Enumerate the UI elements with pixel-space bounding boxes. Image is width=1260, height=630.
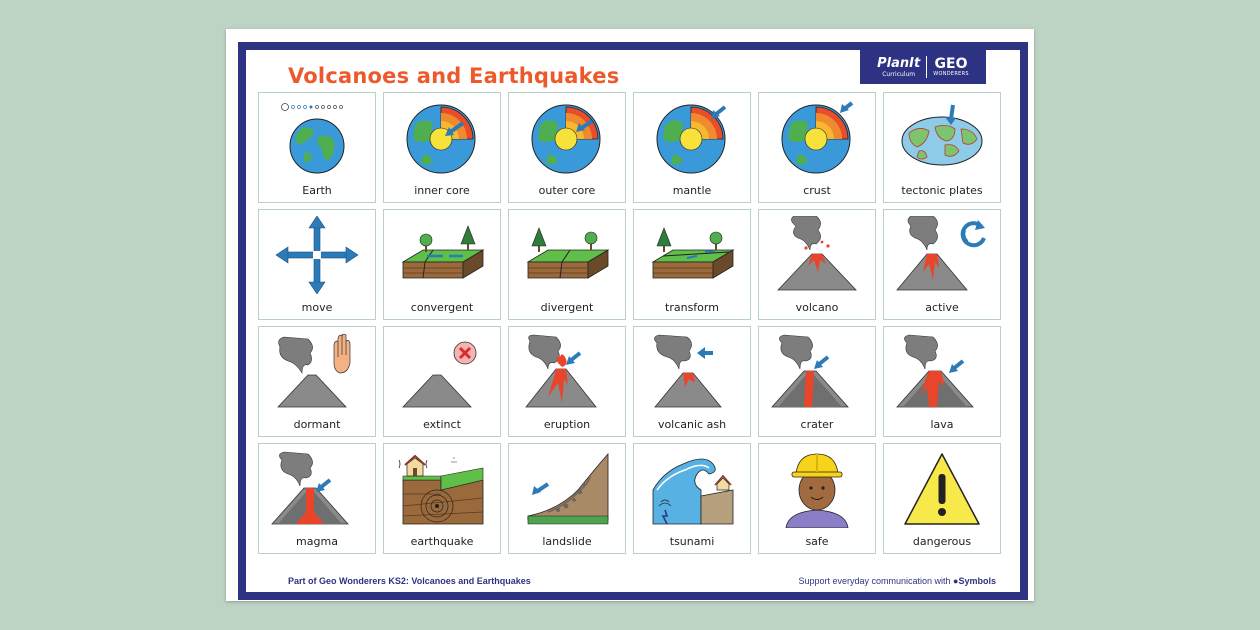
card-crater (758, 326, 876, 437)
card-safe (758, 443, 876, 554)
card-tsunami (633, 443, 751, 554)
card-label: dangerous (912, 535, 972, 548)
footer-series-text: Part of Geo Wonderers KS2: Volcanoes and Earthquakes (288, 576, 531, 586)
page-title: Volcanoes and Earthquakes (288, 64, 620, 88)
logo-wonderers-text: WONDERERS (933, 71, 969, 77)
card-label: crater (800, 418, 834, 431)
card-dangerous (883, 443, 1001, 554)
card-label: eruption (543, 418, 591, 431)
card-move (258, 209, 376, 320)
card-label: volcano (795, 301, 839, 314)
card-lava (883, 326, 1001, 437)
footer-symbols-brand: Symbols (958, 576, 996, 586)
card-active (883, 209, 1001, 320)
convergent-icon (393, 216, 491, 294)
card-dormant (258, 326, 376, 437)
card-label: dormant (293, 418, 341, 431)
card-label: transform (665, 301, 719, 314)
card-tectonic-plates (883, 92, 1001, 203)
card-label: magma (296, 535, 338, 548)
eruption-icon (518, 333, 616, 411)
volcanic-ash-icon (643, 333, 741, 411)
card-label: divergent (540, 301, 594, 314)
symbol-grid (258, 92, 1002, 554)
earthquake-icon (393, 450, 491, 528)
card-label: move (301, 301, 333, 314)
logo-planit-text: PlanIt (877, 55, 921, 71)
mantle-icon (643, 99, 741, 177)
card-label: mantle (672, 184, 712, 197)
footer-support-text: Support everyday communication with (798, 576, 951, 586)
card-label: safe (805, 535, 829, 548)
card-inner-core (383, 92, 501, 203)
card-label: extinct (423, 418, 461, 431)
card-extinct (383, 326, 501, 437)
card-crust (758, 92, 876, 203)
worksheet (226, 29, 1034, 601)
tsunami-icon (643, 450, 741, 528)
card-convergent (383, 209, 501, 320)
card-label: volcanic ash (657, 418, 727, 431)
earth-icon (268, 99, 366, 177)
outer-core-icon (518, 99, 616, 177)
card-label: landslide (542, 535, 592, 548)
card-eruption (508, 326, 626, 437)
safe-worker-icon (768, 450, 866, 528)
card-label: inner core (414, 184, 470, 197)
card-magma (258, 443, 376, 554)
lava-icon (893, 333, 991, 411)
card-label: outer core (538, 184, 596, 197)
card-landslide (508, 443, 626, 554)
card-label: tectonic plates (901, 184, 983, 197)
card-mantle (633, 92, 751, 203)
logo-geo-text: GEO (934, 56, 968, 72)
transform-icon (643, 216, 741, 294)
card-earth (258, 92, 376, 203)
crater-icon (768, 333, 866, 411)
symbols-logo-icon: ● (953, 576, 959, 586)
card-label: convergent (410, 301, 474, 314)
card-label: lava (930, 418, 954, 431)
card-volcano (758, 209, 876, 320)
card-label: active (925, 301, 959, 314)
card-label: crust (803, 184, 831, 197)
crust-icon (768, 99, 866, 177)
magma-icon (268, 450, 366, 528)
card-transform (633, 209, 751, 320)
active-volcano-icon (893, 216, 991, 294)
card-earthquake (383, 443, 501, 554)
landslide-icon (518, 450, 616, 528)
card-label: earthquake (410, 535, 474, 548)
tectonic-plates-icon (893, 99, 991, 177)
card-label: tsunami (669, 535, 715, 548)
card-volcanic-ash (633, 326, 751, 437)
inner-core-icon (393, 99, 491, 177)
extinct-volcano-icon (393, 333, 491, 411)
dormant-volcano-icon (268, 333, 366, 411)
volcano-icon (768, 216, 866, 294)
divergent-icon (518, 216, 616, 294)
card-label: Earth (302, 184, 332, 197)
logo-curriculum-text: Curriculum (882, 70, 916, 78)
planit-geo-wonderers-logo (860, 50, 986, 84)
footer-symbols-text (798, 576, 996, 586)
card-outer-core (508, 92, 626, 203)
worksheet-frame (238, 42, 1028, 600)
move-arrows-icon (268, 216, 366, 294)
card-divergent (508, 209, 626, 320)
warning-icon (893, 450, 991, 528)
